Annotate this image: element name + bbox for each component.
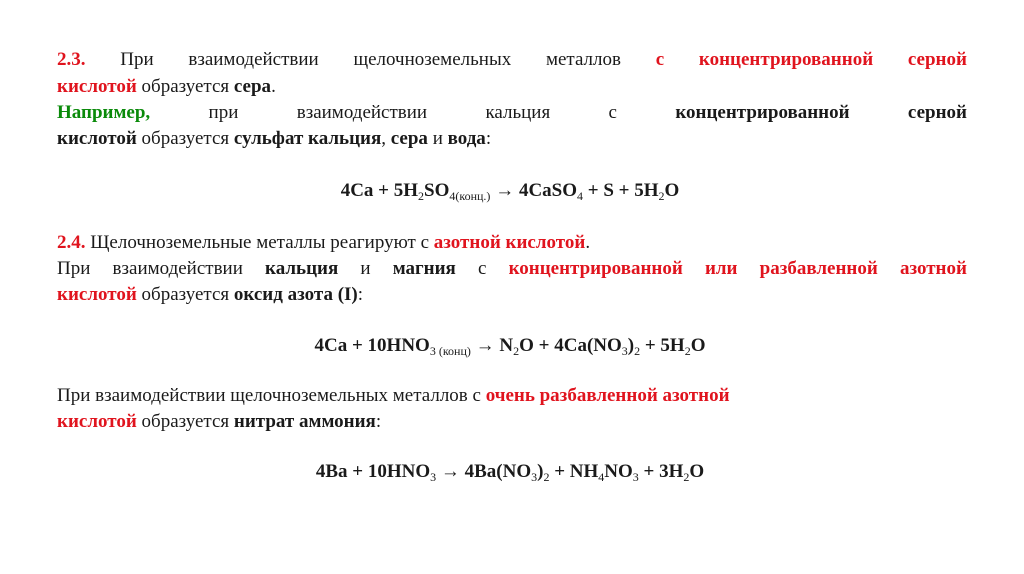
product-name: нитрат аммония — [233, 411, 376, 432]
paragraph-2-4-line-1 — [57, 231, 967, 255]
punctuation: , — [381, 128, 391, 149]
equation-2: $4Ca + 10HNO_{3 (конц)} \to N_2O + 4Ca(NO_3)_2 + 5H_2O$ — [314, 335, 706, 358]
example-label: Например, — [57, 102, 151, 123]
text-word: взаимодействии — [112, 258, 243, 279]
text-run: и — [427, 128, 448, 149]
paragraph-3-line-2 — [57, 410, 967, 434]
highlight-word: серной — [907, 49, 967, 70]
punctuation: : — [357, 284, 364, 305]
punctuation: : — [485, 128, 492, 149]
text-run: образуется — [136, 128, 234, 149]
text-run: образуется — [136, 76, 234, 97]
section-number: 2.3. — [57, 49, 86, 70]
text-word: с — [608, 102, 617, 123]
text-word: с — [477, 258, 487, 279]
paragraph-2-4-line-3 — [57, 283, 967, 307]
highlight-word: или — [704, 258, 738, 279]
punctuation: : — [375, 411, 382, 432]
punctuation: . — [271, 76, 276, 97]
bold-word: магния — [392, 258, 456, 279]
paragraph-2-3-line-1 — [57, 48, 967, 72]
highlight-word: разбавленной — [759, 258, 878, 279]
highlight-word: очень разбавленной азотной — [485, 385, 730, 406]
equation-1: $4Ca + 5H_2SO_{4(конц.)}$ → 4CaSO$_4$ + $S + 5H_2O$ — [340, 180, 680, 203]
highlight-word: кислотой — [57, 76, 137, 97]
text-word: взаимодействии — [188, 49, 319, 70]
paragraph-2-3-line-2 — [57, 75, 967, 99]
example-line-2 — [57, 127, 967, 151]
paragraph-3-line-1 — [57, 384, 967, 408]
paragraph-2-4-line-2 — [57, 257, 967, 281]
product-name: сера — [390, 128, 428, 149]
bold-word: кислотой — [57, 128, 137, 149]
product-name: сера — [233, 76, 272, 97]
text-run: При взаимодействии щелочноземельных металлов с — [57, 385, 486, 406]
highlight-word: концентрированной — [698, 49, 874, 70]
product-name: оксид азота (I) — [233, 284, 358, 305]
highlight-word: кислотой — [57, 411, 137, 432]
text-word: При — [120, 49, 154, 70]
section-number: 2.4. — [57, 232, 86, 253]
example-line-1 — [57, 101, 967, 125]
text-word: металлов — [545, 49, 621, 70]
text-run: образуется — [136, 411, 234, 432]
text-word: и — [360, 258, 371, 279]
text-word: При — [57, 258, 91, 279]
bold-word: концентрированной — [675, 102, 850, 123]
highlight-word: азотной — [899, 258, 967, 279]
text-run: Щелочноземельные металлы реагируют с — [85, 232, 434, 253]
text-word: при — [208, 102, 239, 123]
equation-3: $4Ba + 10HNO_3 \to 4Ba(NO_3)_2 + NH_4NO_3 + 3H_2O$ — [315, 461, 705, 484]
bold-word: серной — [907, 102, 967, 123]
highlight-word: кислотой — [57, 284, 137, 305]
highlight-word: с — [655, 49, 665, 70]
text-word: кальция — [485, 102, 551, 123]
bold-word: кальция — [265, 258, 339, 279]
highlight-word: азотной кислотой — [433, 232, 586, 253]
product-name: вода — [447, 128, 486, 149]
highlight-word: концентрированной — [508, 258, 683, 279]
product-name: сульфат кальция — [233, 128, 382, 149]
punctuation: . — [585, 232, 591, 253]
text-run: образуется — [136, 284, 234, 305]
text-word: взаимодействии — [296, 102, 428, 123]
text-word: щелочноземельных — [353, 49, 512, 70]
